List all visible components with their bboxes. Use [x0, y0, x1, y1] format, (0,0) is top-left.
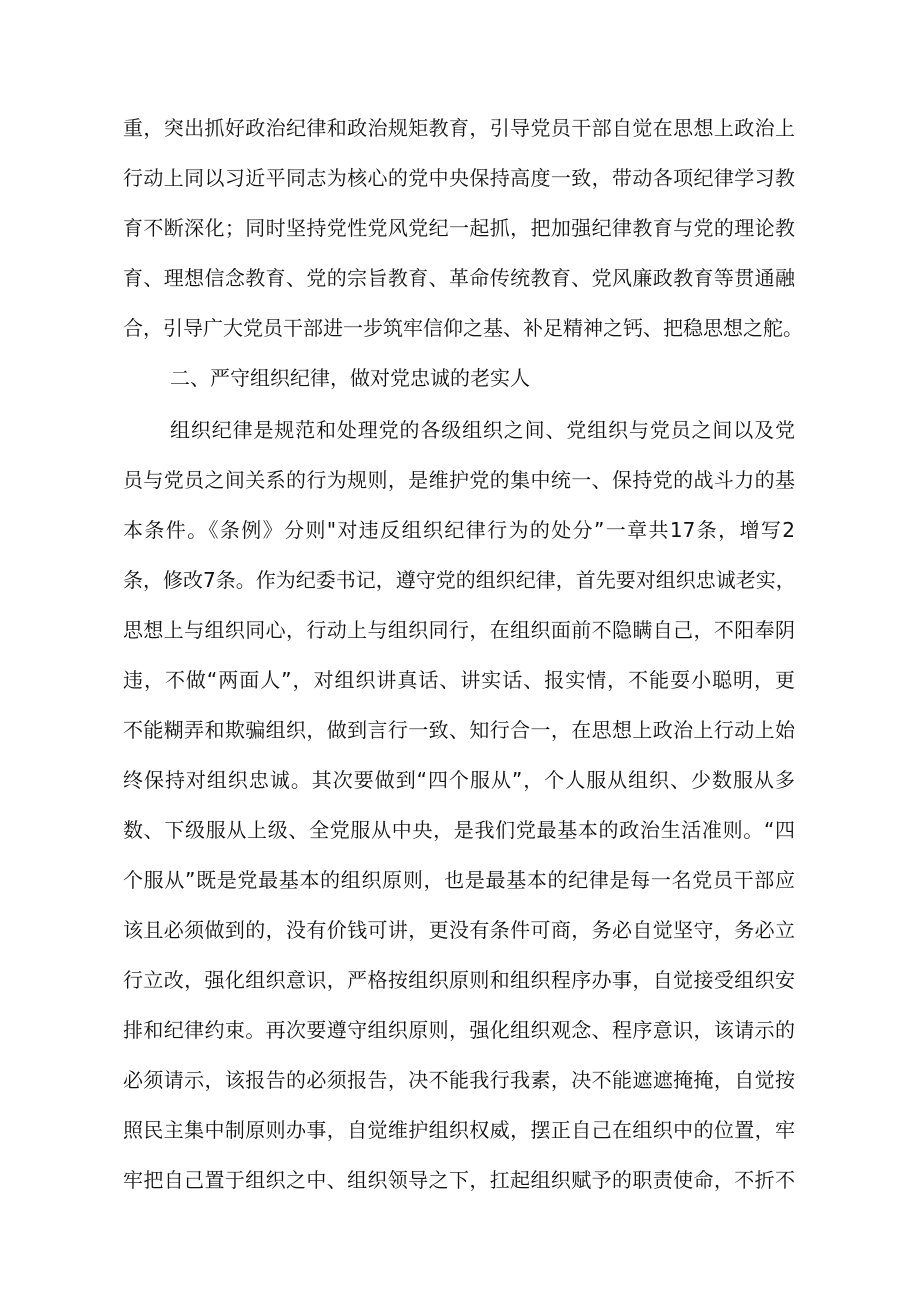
paragraph-line: 组织纪律是规范和处理党的各级组织之间、党组织与党员之间以及党 [170, 418, 795, 442]
paragraph-line: 育、理想信念教育、党的宗旨教育、革命传统教育、党风廉政教育等贯通融 [123, 266, 795, 290]
paragraph-line: 该且必须做到的，没有价钱可讲，更没有条件可商，务必自觉坚守，务必立 [123, 918, 795, 942]
paragraph-line: 必须请示，该报告的必须报告，决不能我行我素，决不能遮遮掩掩，自觉按 [123, 1068, 795, 1092]
paragraph-line: 排和纪律约束。再次要遵守组织原则，强化组织观念、程序意识，该请示的 [123, 1018, 795, 1042]
paragraph-line: 数、下级服从上级、全党服从中央，是我们党最基本的政治生活准则。“四 [123, 818, 795, 842]
section-heading: 二、严守组织纪律，做对党忠诚的老实人 [170, 366, 530, 390]
paragraph-line: 重，突出抓好政治纪律和政治规矩教育，引导党员干部自觉在思想上政治上 [123, 116, 795, 140]
paragraph-line: 个服从”既是党最基本的组织原则，也是最基本的纪律是每一名党员干部应 [123, 868, 795, 892]
paragraph-line: 条，修改7条。作为纪委书记，遵守党的组织纪律，首先要对组织忠诚老实， [123, 568, 796, 592]
paragraph-line: 思想上与组织同心，行动上与组织同行，在组织面前不隐瞒自己，不阳奉阴 [123, 618, 795, 642]
paragraph-line: 违，不做“两面人”，对组织讲真话、讲实话、报实情，不能耍小聪明，更 [123, 668, 795, 692]
paragraph-line: 行立改，强化组织意识，严格按组织原则和组织程序办事，自觉接受组织安 [123, 968, 795, 992]
paragraph-line: 育不断深化；同时坚持党性党风党纪一起抓，把加强纪律教育与党的理论教 [123, 216, 795, 240]
paragraph-line: 照民主集中制原则办事，自觉维护组织权威，摆正自己在组织中的位置，牢 [123, 1118, 795, 1142]
paragraph-line: 牢把自己置于组织之中、组织领导之下，扛起组织赋予的职责使命，不折不 [123, 1168, 795, 1192]
paragraph-line: 行动上同以习近平同志为核心的党中央保持高度一致，带动各项纪律学习教 [123, 166, 795, 190]
paragraph-line: 合，引导广大党员干部进一步筑牢信仰之基、补足精神之钙、把稳思想之舵。 [123, 316, 803, 340]
paragraph-line: 终保持对组织忠诚。其次要做到“四个服从”，个人服从组织、少数服从多 [123, 768, 795, 792]
paragraph-line: 本条件。《条例》分则"对违反组织纪律行为的处分”一章共17条，增写2 [123, 518, 795, 542]
paragraph-line: 不能糊弄和欺骗组织，做到言行一致、知行合一，在思想上政治上行动上始 [123, 718, 795, 742]
paragraph-line: 员与党员之间关系的行为规则，是维护党的集中统一、保持党的战斗力的基 [123, 468, 795, 492]
